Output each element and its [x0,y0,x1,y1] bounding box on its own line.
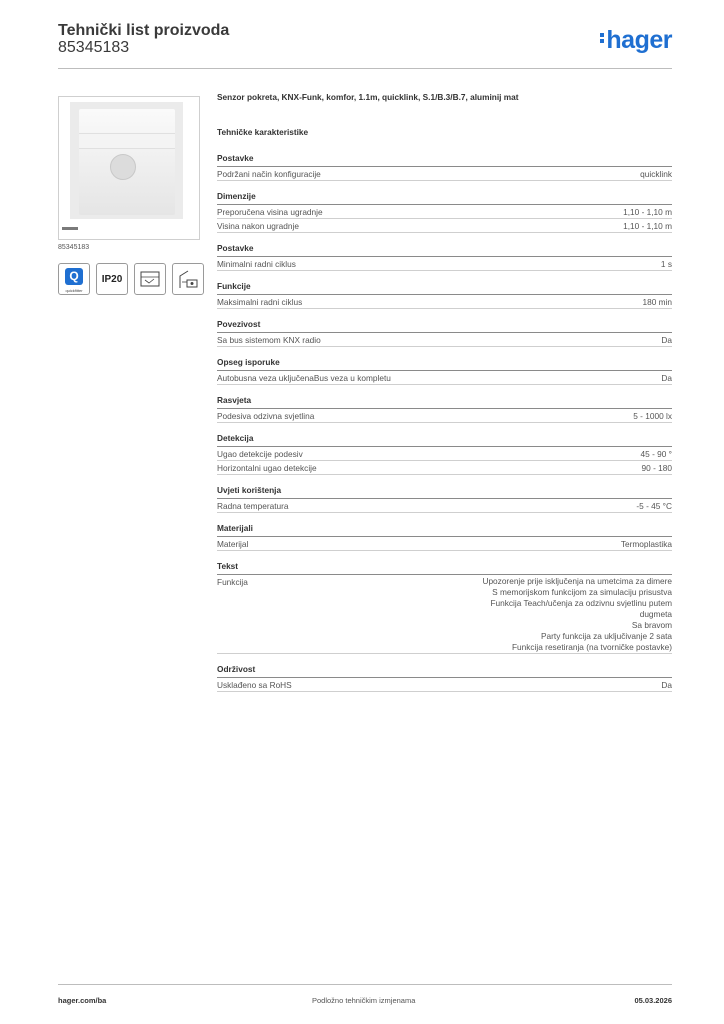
spec-label: Maksimalni radni ciklus [217,297,303,307]
spec-value: 180 min [642,297,672,307]
section-title: Detekcija [217,433,672,447]
product-lens [110,154,136,180]
scale-ruler-icon [62,227,78,230]
spec-label: Materijal [217,539,249,549]
tech-title: Tehničke karakteristike [217,127,309,137]
spec-label: Usklađeno sa RoHS [217,680,292,690]
spec-row [217,257,672,271]
spec-value: 45 - 90 ° [640,449,672,459]
spec-content [217,92,672,702]
spec-label: Minimalni radni ciklus [217,259,296,269]
spec-label: Visina nakon ugradnje [217,221,299,231]
spec-row [217,461,672,475]
spec-row [217,409,672,423]
ip20-icon: IP20 [96,263,128,295]
spec-value: -5 - 45 °C [636,501,672,511]
spec-value: 90 - 180 [641,463,672,473]
spec-row [217,678,672,692]
height-icon [134,263,166,295]
product-title: Senzor pokreta, KNX-Funk, komfor, 1.1m, quicklink, S.1/B.3/B.7, aluminij mat [217,92,519,102]
footer-website-link[interactable]: hager.com/ba [58,996,107,1005]
section-title: Tekst [217,561,672,575]
spec-row [217,447,672,461]
section [217,664,672,692]
page-title: Tehnički list proizvoda [58,22,230,39]
product-code: 85345183 [58,39,130,56]
section [217,523,672,551]
section [217,191,672,233]
footer-note: Podložno tehničkim izmjenama [312,996,416,1005]
spec-row [217,167,672,181]
section-title: Postavke [217,153,672,167]
spec-label: Ugao detekcije podesiv [217,449,303,459]
spec-row [217,295,672,309]
section-title: Povezivost [217,319,672,333]
spec-label: Podesiva odzivna svjetlina [217,411,315,421]
section [217,395,672,423]
mounting-icon [172,263,204,295]
spec-row [217,333,672,347]
section [217,561,672,654]
spec-row [217,499,672,513]
quality-icon [58,263,90,295]
section [217,357,672,385]
spec-value: 5 - 1000 lx [633,411,672,421]
spec-value: Da [661,373,672,383]
section [217,281,672,309]
spec-value: Da [661,335,672,345]
spec-label: Radna temperatura [217,501,289,511]
logo-text: hager [606,26,672,54]
section-title: Rasvjeta [217,395,672,409]
section-title: Funkcije [217,281,672,295]
footer-date: 05.03.2026 [634,996,672,1005]
product-sensor-bar [79,133,175,149]
section-title: Materijali [217,523,672,537]
spec-row [217,537,672,551]
section-title: Dimenzije [217,191,672,205]
section [217,243,672,271]
section [217,485,672,513]
header-divider [58,68,672,69]
spec-value: Termoplastika [620,539,672,549]
image-code: 85345183 [58,244,90,251]
section-title: Uvjeti korištenja [217,485,672,499]
section [217,433,672,475]
logo-dots-icon [600,31,604,45]
quality-icon-label: Q [65,268,83,285]
spec-row [217,371,672,385]
spec-label: Podržani način konfiguracije [217,169,321,179]
product-image [58,96,200,240]
spec-value: Upozorenje prije isključenja na umetcima za dimere S memorijskom funkcijom za simulaciju prisustva Funkcija Teach/učenja za odzivnu svjetlinu putem dugmeta Sa bravom Party funkcija za uključivanje 2 sata Funkcija resetiranja (na tvorničke postavke) [482,576,672,652]
spec-label: Preporučena visina ugradnje [217,207,323,217]
feature-icons [58,263,204,295]
hager-logo[interactable] [600,26,672,55]
section-title: Postavke [217,243,672,257]
spec-row [217,575,672,654]
spec-row [217,219,672,233]
spec-value: 1 s [660,259,672,269]
spec-label: Autobusna veza uključenaBus veza u kompletu [217,373,391,383]
section-title: Opseg isporuke [217,357,672,371]
section-title: Održivost [217,664,672,678]
quality-icon-sub: quickfitter [65,288,83,293]
spec-value: quicklink [640,169,672,179]
spec-value: 1,10 - 1,10 m [623,221,672,231]
spec-label: Sa bus sistemom KNX radio [217,335,321,345]
spec-value: 1,10 - 1,10 m [623,207,672,217]
footer-divider [58,984,672,985]
spec-label: Funkcija [217,577,248,587]
spec-value: Da [661,680,672,690]
spec-row [217,205,672,219]
section [217,153,672,181]
spec-label: Horizontalni ugao detekcije [217,463,317,473]
section [217,319,672,347]
